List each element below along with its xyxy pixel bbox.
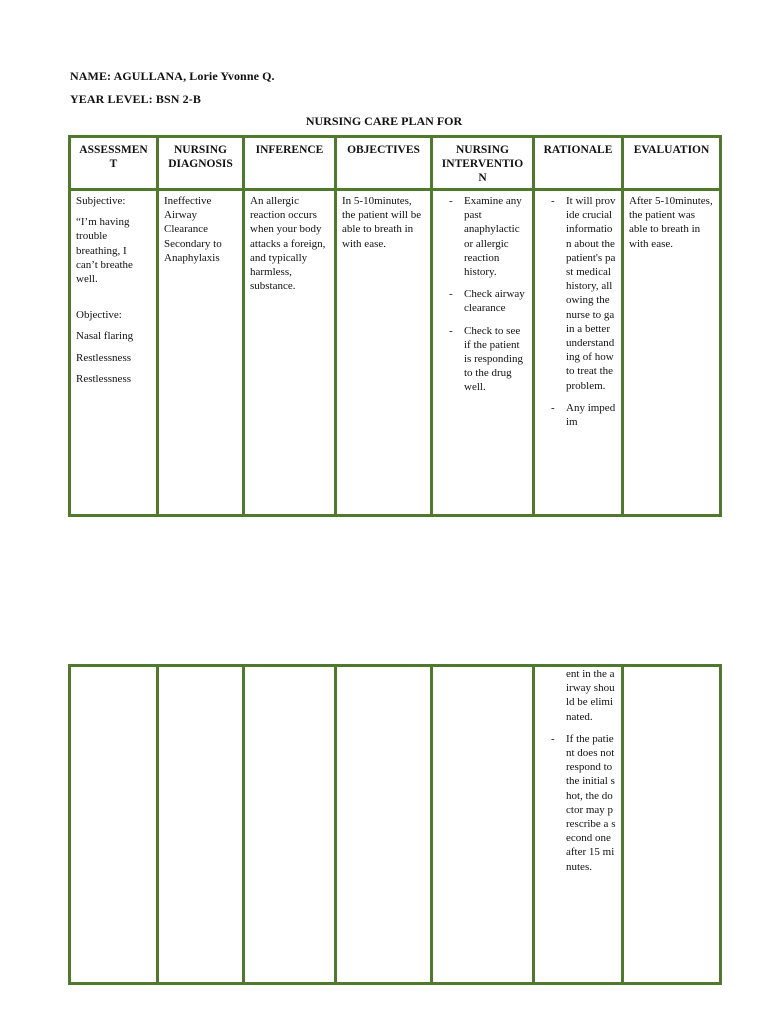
year-level: YEAR LEVEL: BSN 2-B bbox=[70, 92, 201, 106]
evaluation-cell bbox=[623, 666, 721, 984]
intervention-item: - Examine any past anaphylactic or allergic reaction history. bbox=[449, 194, 527, 279]
objective-item: Restlessness bbox=[76, 372, 131, 385]
rationale-cell bbox=[534, 190, 623, 516]
table-row bbox=[70, 190, 721, 516]
inference-cell: An allergic reaction occurs when your body attacks a foreign, and typically harmless, substance. bbox=[244, 190, 336, 516]
objectives-cell: In 5-10minutes, the patient will be able to breath in with ease. bbox=[336, 190, 432, 516]
nursing-diagnosis-cell: Ineffective Airway Clearance Secondary to Anaphylaxis bbox=[158, 190, 244, 516]
rationale-item: - It will provide crucial information about the patient's past medical history, allowing the nurse to gain a better understanding of how to treat the problem. bbox=[551, 194, 616, 393]
col-header-nursing-intervention: NURSING INTERVENTIO N bbox=[432, 137, 534, 190]
objective-label: Objective: bbox=[76, 309, 122, 322]
inference-cell bbox=[244, 666, 336, 984]
table-row bbox=[70, 666, 721, 984]
intervention-item: - Check airway clearance bbox=[449, 287, 527, 315]
subjective-text: “I’m having trouble breathing, I can’t breathe well. bbox=[76, 216, 133, 286]
rationale-continuation: ent in the airway should be eliminated. bbox=[566, 668, 615, 723]
page-title: NURSING CARE PLAN FOR bbox=[305, 114, 463, 128]
rationale-cell bbox=[534, 666, 623, 984]
intervention-item: - Check to see if the patient is responding to the drug well. bbox=[449, 324, 527, 395]
assessment-cell bbox=[70, 666, 158, 984]
evaluation-cell: After 5-10minutes, the patient was able to breath in with ease. bbox=[623, 190, 721, 516]
student-name: NAME: AGULLANA, Lorie Yvonne Q. bbox=[70, 69, 275, 83]
subjective-label: Subjective: bbox=[76, 195, 126, 207]
intervention-cell bbox=[432, 190, 534, 516]
nursing-diagnosis-cell bbox=[158, 666, 244, 984]
col-header-rationale: RATIONALE bbox=[534, 137, 623, 190]
objective-item: Restlessness bbox=[76, 351, 131, 364]
care-plan-table bbox=[68, 135, 722, 517]
header-row bbox=[70, 137, 721, 190]
care-plan-table-continued bbox=[68, 664, 722, 985]
col-header-objectives: OBJECTIVES bbox=[336, 137, 432, 190]
intervention-cell bbox=[432, 666, 534, 984]
col-header-inference: INFERENCE bbox=[244, 137, 336, 190]
col-header-assessment: ASSESSMEN T bbox=[70, 137, 158, 190]
rationale-item: - If the patient does not respond to the initial shot, the doctor may prescribe a second one after 15 minutes. bbox=[551, 732, 616, 874]
objective-item: Nasal flaring bbox=[76, 330, 134, 343]
assessment-cell bbox=[70, 190, 158, 516]
col-header-evaluation: EVALUATION bbox=[623, 137, 721, 190]
objectives-cell bbox=[336, 666, 432, 984]
rationale-item: - Any impedim bbox=[551, 401, 616, 429]
col-header-nursing-diagnosis: NURSING DIAGNOSIS bbox=[158, 137, 244, 190]
